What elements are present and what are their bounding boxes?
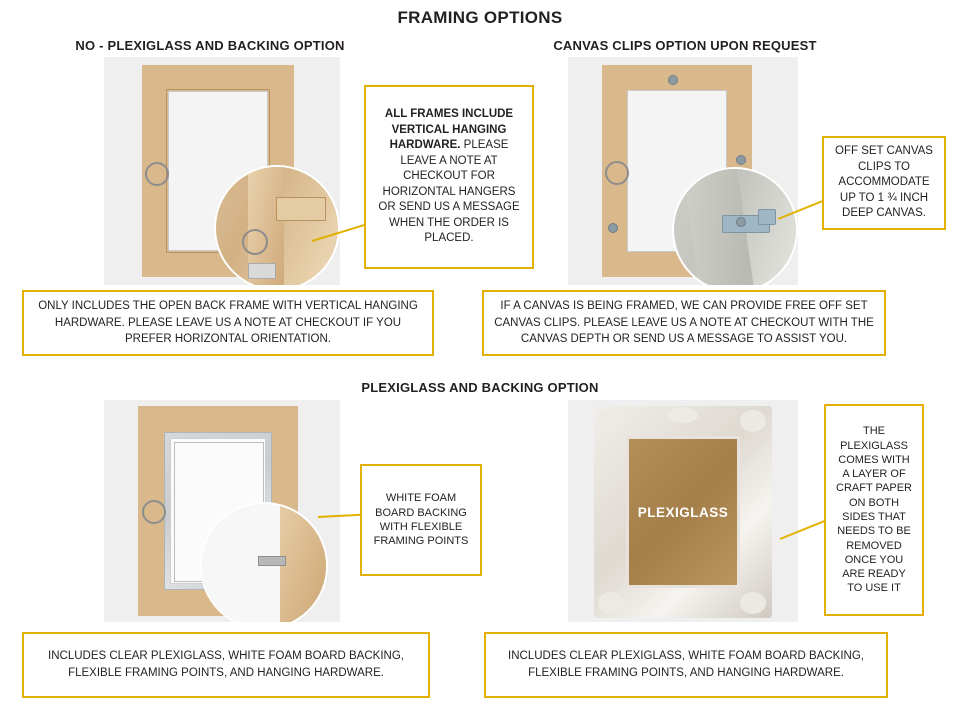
callout-craft-paper: [824, 404, 924, 616]
zoom-hanger-ring: [242, 229, 268, 255]
callout-craft-paper-text: THE PLEXIGLASS COMES WITH A LAYER OF CRAFT PAPER ON BOTH SIDES THAT NEEDS TO BE REMOVED ONCE YOU ARE READY TO USE IT: [836, 425, 912, 595]
note-canvas-clips-text: IF A CANVAS IS BEING FRAMED, WE CAN PROVIDE FREE OFF SET CANVAS CLIPS. PLEASE LEAVE US A NOTE AT CHECKOUT WITH THE CANVAS DEPTH OR SEND US A MESSAGE TO ASSIST YOU.: [494, 300, 874, 346]
zoom-bubble-foam-board: [202, 504, 326, 622]
zoom-bubble-canvas-clip: [674, 169, 796, 285]
clip-screw: [736, 217, 746, 227]
plexiglass-with-craft-paper: [626, 436, 740, 588]
page-title: FRAMING OPTIONS: [397, 8, 563, 27]
note-open-back-frame: [22, 290, 434, 356]
ornate-corner-scroll-tr: [740, 410, 766, 432]
zoom-bubble-hanging-hardware: [216, 167, 338, 285]
vertical-hanging-hardware-ring-canvas: [605, 161, 629, 185]
photo-open-back-frame: [104, 57, 340, 285]
note-canvas-clips: [482, 290, 886, 356]
photo-canvas-clips-frame: [568, 57, 798, 285]
canvas-clip-screw-right: [736, 155, 746, 165]
canvas-clip-screw-left: [608, 223, 618, 233]
note-plexiglass-right: [484, 632, 888, 698]
ornate-corner-scroll-tl: [598, 410, 624, 432]
section-heading-canvas-clips: CANVAS CLIPS OPTION UPON REQUEST: [553, 38, 817, 53]
vertical-hanging-hardware-ring-plexi: [142, 500, 166, 524]
callout-vertical-hanging-hardware-text: ALL FRAMES INCLUDE VERTICAL HANGING HARDWARE. PLEASE LEAVE A NOTE AT CHECKOUT FOR HORIZONTAL HANGERS OR SEND US A MESSAGE WHEN THE ORDER IS PLACED.: [378, 108, 520, 245]
vertical-hanging-hardware-ring: [145, 162, 169, 186]
callout-white-foam-board-text: WHITE FOAM BOARD BACKING WITH FLEXIBLE FRAMING POINTS: [373, 492, 469, 548]
photo-ornate-plexiglass-frame: [568, 400, 798, 622]
note-plexiglass-left: [22, 632, 430, 698]
photo-plexiglass-foam-board-frame: [104, 400, 340, 622]
flexible-framing-point: [258, 556, 286, 566]
callout-white-foam-board: [360, 464, 482, 576]
ornate-corner-scroll-bl: [598, 592, 624, 614]
offset-canvas-clip-tab: [758, 209, 776, 225]
section-heading-no-plexiglass: NO - PLEXIGLASS AND BACKING OPTION: [75, 38, 345, 53]
section-heading-plexiglass: PLEXIGLASS AND BACKING OPTION: [361, 380, 599, 395]
note-open-back-frame-text: ONLY INCLUDES THE OPEN BACK FRAME WITH VERTICAL HANGING HARDWARE. PLEASE LEAVE US A NOTE AT CHECKOUT IF YOU PREFER HORIZONTAL ORIENTATION.: [38, 300, 418, 346]
ornate-corner-scroll-br: [740, 592, 766, 614]
callout-offset-canvas-clips-text: OFF SET CANVAS CLIPS TO ACCOMMODATE UP TO 1 ¾ INCH DEEP CANVAS.: [835, 145, 933, 220]
callout-vertical-hanging-hardware: [364, 85, 534, 269]
callout-offset-canvas-clips: [822, 136, 946, 230]
note-plexiglass-right-text: INCLUDES CLEAR PLEXIGLASS, WHITE FOAM BOARD BACKING, FLEXIBLE FRAMING POINTS, AND HANGING HARDWARE.: [508, 650, 864, 679]
canvas-clip-screw-top: [668, 75, 678, 85]
ornate-top-crest: [668, 407, 698, 423]
plexiglass-label: PLEXIGLASS: [637, 505, 729, 520]
note-plexiglass-left-text: INCLUDES CLEAR PLEXIGLASS, WHITE FOAM BOARD BACKING, FLEXIBLE FRAMING POINTS, AND HANGING HARDWARE.: [48, 650, 404, 679]
